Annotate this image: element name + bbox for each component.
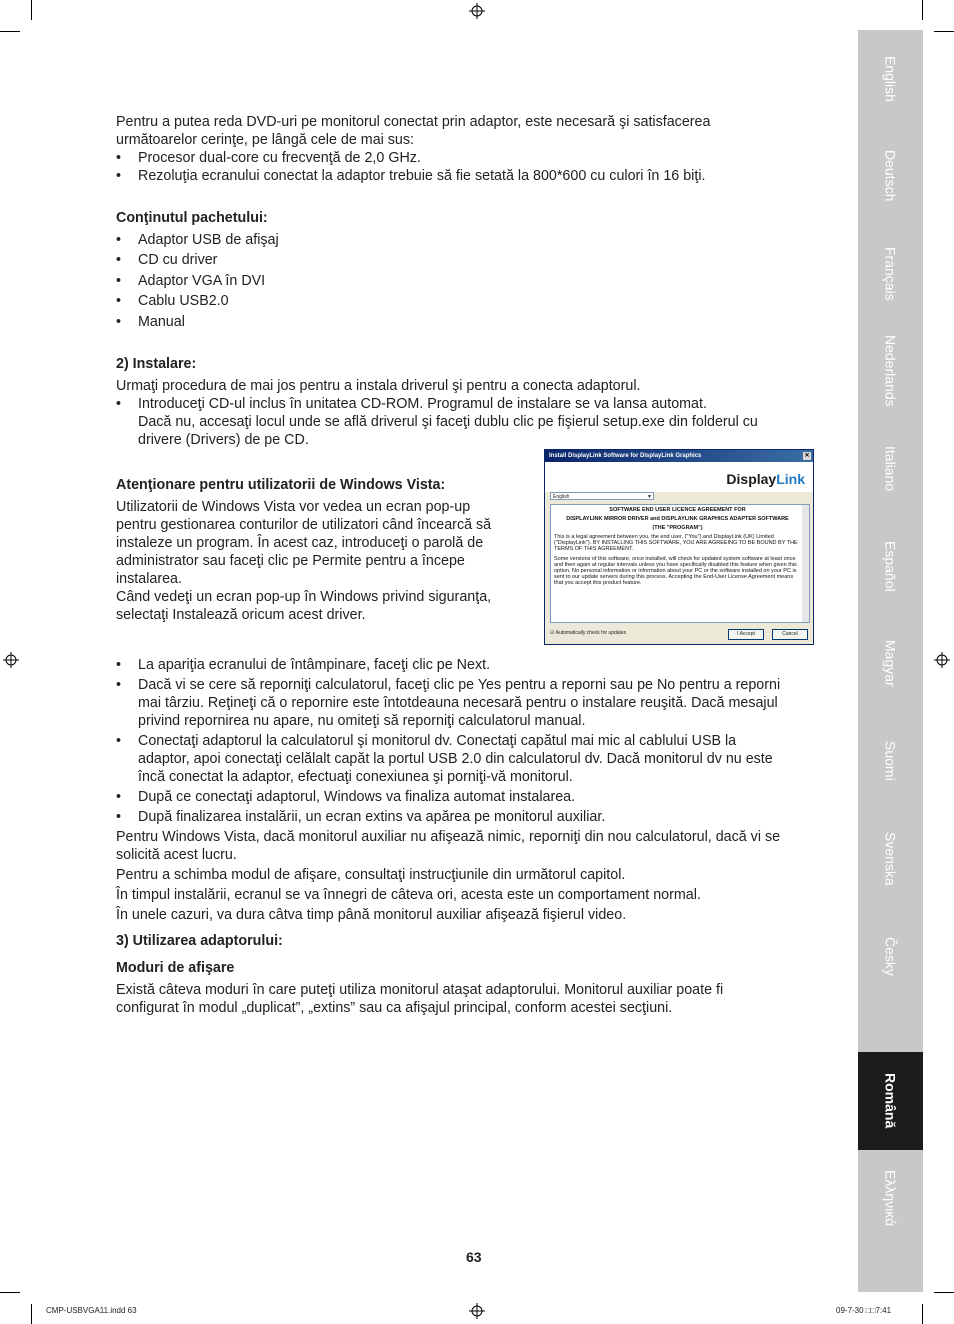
crop-mark xyxy=(922,1304,923,1324)
sidebar-item-nederlands[interactable] xyxy=(858,322,923,420)
sidebar-item-magyar[interactable] xyxy=(858,615,923,712)
chevron-down-icon: ▼ xyxy=(647,494,652,500)
sidebar-item-cesky[interactable] xyxy=(858,907,923,1005)
usage-text: Există câteva moduri în care puteţi utiliza monitorul ataşat adaptorului. Monitorul auxiliar poate fi xyxy=(116,981,724,998)
list-item-continuation: mai târziu. Reţineţi că o repornire este întotdeauna necesară pentru o instalare reuşită. Dacă mesajul xyxy=(138,694,778,711)
license-text-box[interactable] xyxy=(550,504,810,623)
accept-button[interactable]: I Accept xyxy=(728,629,764,640)
list-item: • După finalizarea instalării, un ecran extins va apărea pe monitorul auxiliar. xyxy=(116,808,816,826)
license-heading: SOFTWARE END USER LICENCE AGREEMENT FOR xyxy=(609,507,746,513)
after-text: În timpul instalării, ecranul se va înnegri de câteva ori, acesta este un comportament normal. xyxy=(116,886,701,903)
sidebar-item-label: Italiano xyxy=(882,445,899,492)
after-text: solicită acest lucru. xyxy=(116,846,237,863)
install-steps xyxy=(116,656,816,924)
sidebar-item-english[interactable] xyxy=(858,30,923,127)
update-checkbox[interactable]: ☑ Automatically check for updates xyxy=(550,630,627,636)
intro-text: Pentru a putea reda DVD-uri pe monitorul conectat prin adaptor, este necesară şi satisfacerea xyxy=(116,114,711,130)
registration-mark-icon xyxy=(469,1303,485,1319)
usage-heading: 3) Utilizarea adaptorului: xyxy=(116,932,283,949)
list-item: • Procesor dual-core cu frecvenţă de 2,0 GHz. xyxy=(116,149,816,167)
sidebar-item-label: Español xyxy=(882,540,899,592)
list-item-continuation: privind repornirea nu apare, nu omiteţi să reporniţi calculatorul manual. xyxy=(138,712,586,729)
after-text: Pentru Windows Vista, dacă monitorul auxiliar nu afişează nimic, reporniţi din nou calculatorul, dacă vi se xyxy=(116,828,781,845)
license-heading: DISPLAYLINK MIRROR DRIVER and DISPLAYLINK GRAPHICS ADAPTER SOFTWARE xyxy=(566,516,789,522)
scrollbar[interactable] xyxy=(802,505,809,622)
registration-mark-icon xyxy=(3,652,19,668)
vista-text: instaleze un program. În acest caz, introduceţi o parolă de xyxy=(116,534,484,551)
license-paragraph: This is a legal agreement between you, the end user, ("You") and DisplayLink (UK) Limited ("DisplayLink"). BY INSTALLING THIS SOFTWARE, YOU ARE AGREEING TO BE BOUND BY THE TERMS OF THIS AGREEMENT. xyxy=(554,534,798,552)
list-item-continuation: Dacă nu, accesaţi locul unde se află driverul şi faceţi dublu clic pe fişierul setup.exe din folderul cu xyxy=(138,413,758,430)
dialog-titlebar xyxy=(545,450,813,462)
vista-text: instalarea. xyxy=(116,570,182,587)
logo-text: Link xyxy=(776,471,805,487)
language-select[interactable] xyxy=(550,492,654,500)
list-item: • La apariţia ecranului de întâmpinare, faceţi clic pe Next. xyxy=(116,656,816,674)
list-item: • Adaptor VGA în DVI xyxy=(116,272,816,290)
usage-subheading: Moduri de afişare xyxy=(116,959,235,976)
vista-text: Utilizatorii de Windows Vista vor vedea un ecran pop-up xyxy=(116,498,471,515)
list-item-continuation: încă conectat la adaptor, efectuaţi conexiunea şi porniţi-vă monitorul. xyxy=(138,768,573,785)
crop-mark xyxy=(922,0,923,20)
sidebar-item-label: Česky xyxy=(882,936,899,976)
list-item: • Manual xyxy=(116,313,816,331)
vista-text: administrator sau faceţi clic pe Permite pentru a începe xyxy=(116,552,465,569)
list-item: • Dacă vi se cere să reporniţi calculatorul, faceţi clic pe Yes pentru a reporni sau pe No pentru a reporni xyxy=(116,676,816,694)
crop-mark xyxy=(934,31,954,32)
crop-mark xyxy=(934,1292,954,1293)
sidebar-item-label: Deutsch xyxy=(882,150,899,202)
license-paragraph: Some versions of this software, once installed, will check for updated system software at least once and then again at regular intervals unless you have specifically disabled this feature when given this option. No personal information or information about your PC or the software installed on your PC is sent to our update servers during this process. Accepting the End-User License Agreement means that you accept this product feature. xyxy=(554,556,797,586)
vista-section xyxy=(116,476,526,624)
sidebar-item-ellinika[interactable] xyxy=(858,1150,923,1247)
vista-text: pentru gestionarea conturilor de utilizatori când încearcă să xyxy=(116,516,492,533)
sidebar-item-suomi[interactable] xyxy=(858,712,923,810)
install-intro: Urmaţi procedura de mai jos pentru a instala driverul şi pentru a conecta adaptorul. xyxy=(116,377,641,394)
after-text: Pentru a schimba modul de afişare, consultaţi instrucţiunile din următorul capitol. xyxy=(116,866,626,883)
dialog-header xyxy=(545,462,813,492)
sidebar-item-label: Svenska xyxy=(882,831,899,886)
sidebar-item-italiano[interactable] xyxy=(858,420,923,517)
crop-mark xyxy=(0,1292,20,1293)
sidebar-item-svenska[interactable] xyxy=(858,810,923,907)
checkbox-label: Automatically check for updates xyxy=(555,630,627,636)
list-item: • CD cu driver xyxy=(116,251,816,269)
crop-mark xyxy=(31,1304,32,1324)
after-text: În unele cazuri, va dura câtva timp până monitorul auxiliar afişează fişierul video. xyxy=(116,906,627,923)
close-icon[interactable]: ✕ xyxy=(804,453,810,459)
sidebar-item-label: Nederlands xyxy=(882,335,899,407)
package-heading: Conţinutul pachetului: xyxy=(116,210,268,226)
usage-text: configurat în modul „duplicat”, „extins” sau ca afişajul principal, conform acestei secţiuni. xyxy=(116,999,673,1016)
displaylink-logo xyxy=(726,471,805,487)
crop-mark xyxy=(0,31,20,32)
language-select-value: English xyxy=(553,494,570,500)
page-number: 63 xyxy=(466,1249,482,1265)
sidebar-item-espanol[interactable] xyxy=(858,517,923,615)
vista-heading: Atenţionare pentru utilizatorii de Windows Vista: xyxy=(116,476,446,493)
vista-text: selectaţi Instalează oricum acest driver. xyxy=(116,606,366,623)
list-item: • Rezoluţia ecranului conectat la adaptor trebuie să fie setată la 800*600 cu culori în 16 biţi. xyxy=(116,167,816,185)
language-sidebar xyxy=(858,30,923,1292)
install-heading: 2) Instalare: xyxy=(116,355,197,372)
list-item: • Adaptor USB de afişaj xyxy=(116,231,816,249)
license-dialog-screenshot xyxy=(544,449,814,645)
license-heading: (THE "PROGRAM") xyxy=(652,525,703,531)
footer-filename: CMP-USBVGA11.indd 63 xyxy=(46,1306,137,1315)
list-item: • După ce conectaţi adaptorul, Windows va finaliza automat instalarea. xyxy=(116,788,816,806)
sidebar-item-label: Suomi xyxy=(882,741,899,781)
crop-mark xyxy=(31,0,32,20)
intro-text: următoarelor cerinţe, pe lângă cele de mai sus: xyxy=(116,132,415,148)
sidebar-item-label: Français xyxy=(882,246,899,301)
sidebar-item-francais[interactable] xyxy=(858,225,923,322)
vista-text: Când vedeţi un ecran pop-up în Windows privind siguranţa, xyxy=(116,588,492,605)
sidebar-item-label: Magyar xyxy=(882,640,899,687)
registration-mark-icon xyxy=(469,3,485,19)
sidebar-item-label: Ελληνικά xyxy=(882,1170,899,1227)
dialog-title: Install DisplayLink Software for DisplayLink Graphics xyxy=(549,453,702,459)
logo-text: Display xyxy=(726,471,777,487)
footer-timestamp: 09-7-30 □□7:41 xyxy=(836,1306,892,1315)
sidebar-item-deutsch[interactable] xyxy=(858,127,923,225)
list-item: • Introduceţi CD-ul inclus în unitatea CD-ROM. Programul de instalare se va lansa automat. xyxy=(116,395,816,413)
sidebar-item-label: English xyxy=(882,55,899,102)
sidebar-item-label: Română xyxy=(882,1073,899,1129)
list-item-continuation: drivere (Drivers) de pe CD. xyxy=(138,431,309,448)
list-item: • Cablu USB2.0 xyxy=(116,292,816,310)
registration-mark-icon xyxy=(934,652,950,668)
list-item: • Conectaţi adaptorul la calculatorul şi monitorul dv. Conectaţi capătul mai mic al cablului USB la xyxy=(116,732,816,750)
list-item-continuation: adaptor, apoi conectaţi celălalt capăt la portul USB 2.0 din calculatorul dv. Dacă monitorul dv nu este xyxy=(138,750,773,767)
sidebar-item-romana[interactable] xyxy=(858,1052,923,1150)
cancel-button[interactable]: Cancel xyxy=(772,629,808,640)
